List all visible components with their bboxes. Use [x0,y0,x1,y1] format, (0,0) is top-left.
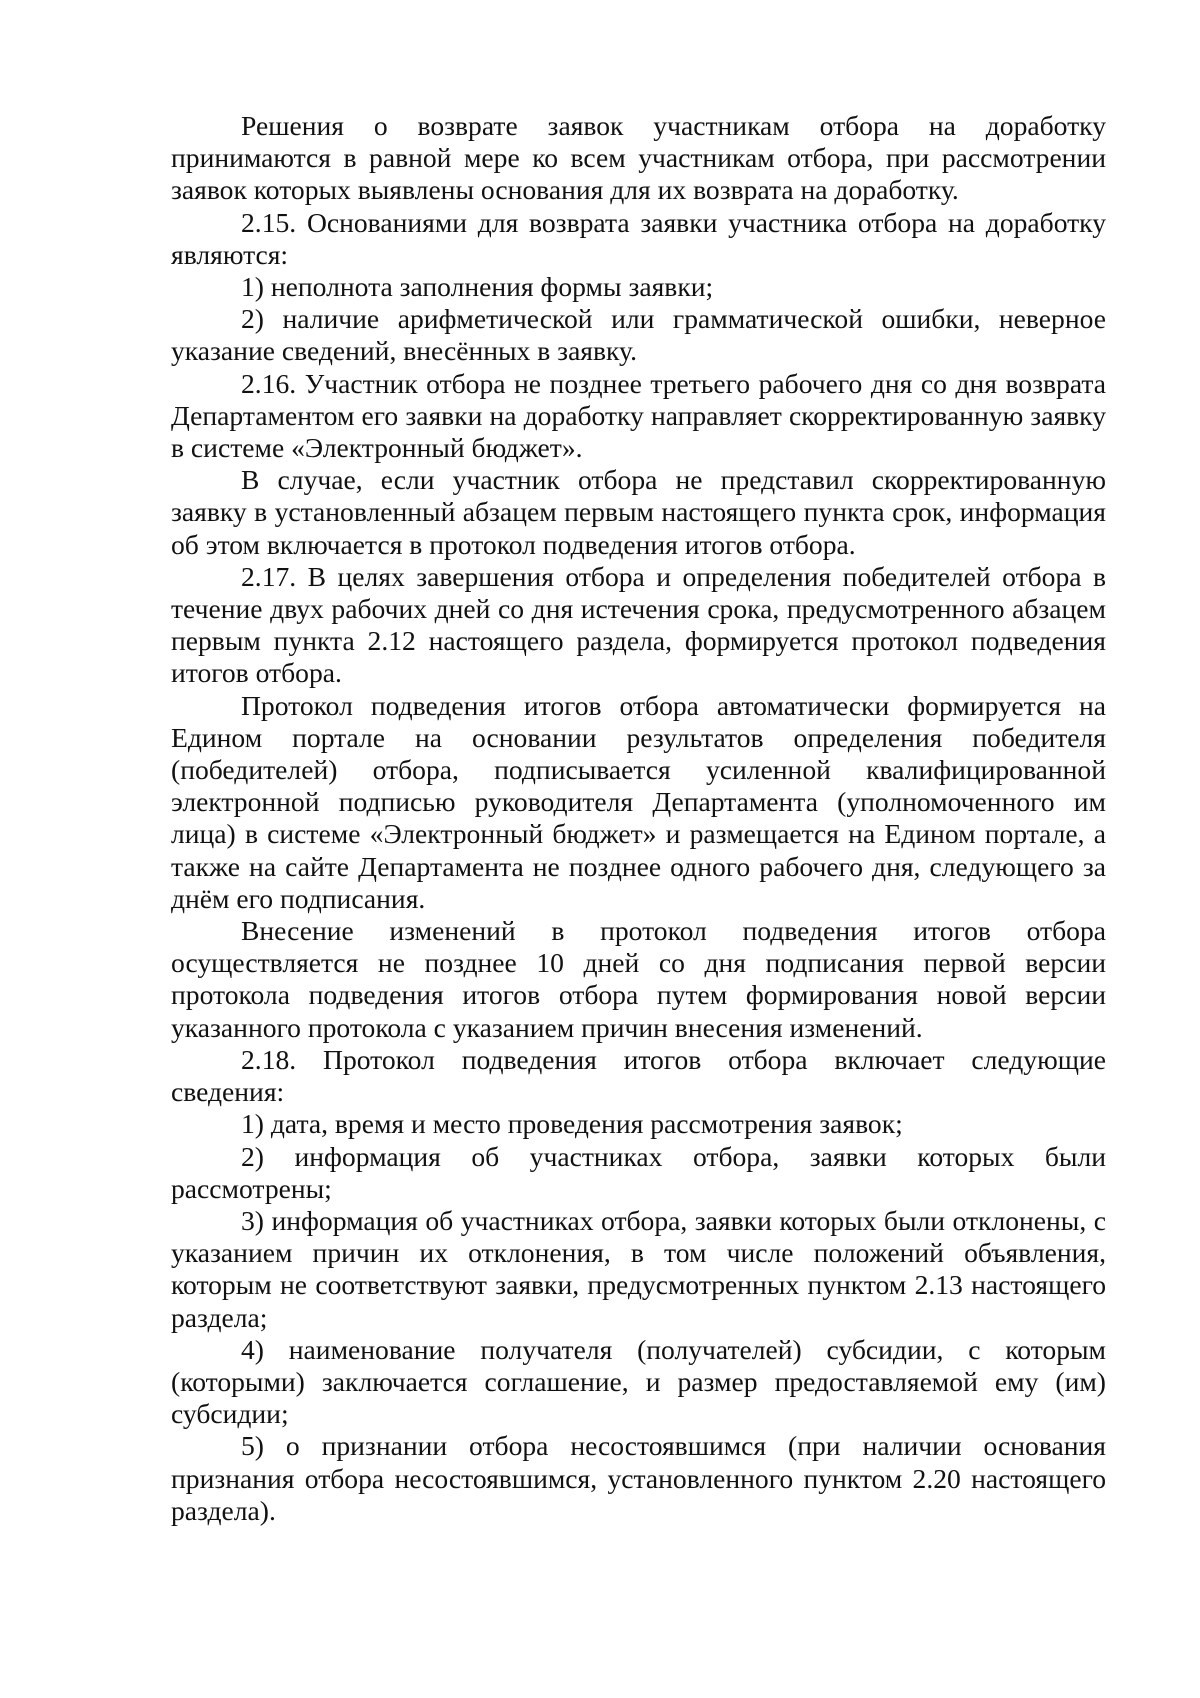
list-item-2-15-1: 1) неполнота заполнения формы заявки; [241,271,714,303]
list-item-2-18-3: 3) информация об участниках отбора, заявки которых были отклонены, с указанием причин их отклонения, в том числе положений объявления, которым не соответствуют заявки, предусмотренных пунктом 2.13 настоящего раздела; [171,1204,1106,1333]
paragraph-2-16-not-submitted: В случае, если участник отбора не представил скорректированную заявку в установленный абзацем первым настоящего пункта срок, информация об этом включается в протокол подведения итогов отбора. [171,464,1106,560]
paragraph-return-decisions: Решения о возврате заявок участникам отбора на доработку принимаются в равной мере ко всем участникам отбора, при рассмотрении заявок которых выявлены основания для их возврата на доработку. [171,110,1106,206]
paragraph-2-15: 2.15. Основаниями для возврата заявки участника отбора на доработку являются: [171,206,1106,270]
list-item-2-15-2: 2) наличие арифметической или грамматической ошибки, неверное указание сведений, внесённых в заявку. [171,303,1106,367]
paragraph-2-17: 2.17. В целях завершения отбора и определения победителей отбора в течение двух рабочих дней со дня истечения срока, предусмотренного абзацем первым пункта 2.12 настоящего раздела, формируется протокол подведения итогов отбора. [171,560,1106,689]
list-item-2-18-4: 4) наименование получателя (получателей) субсидии, с которым (которыми) заключается соглашение, и размер предоставляемой ему (им) субсидии; [171,1333,1106,1430]
document-page [171,110,1106,1527]
list-item-2-18-1: 1) дата, время и место проведения рассмотрения заявок; [241,1108,903,1140]
list-item-2-18-5: 5) о признании отбора несостоявшимся (при наличии основания признания отбора несостоявшимся, установленного пунктом 2.20 настоящего раздела). [171,1430,1106,1526]
paragraph-2-18: 2.18. Протокол подведения итогов отбора включает следующие сведения: [171,1043,1106,1108]
paragraph-protocol-formation: Протокол подведения итогов отбора автоматически формируется на Едином портале на основании результатов определения победителя (победителей) отбора, подписывается усиленной квалифицированной электронной подписью руководителя Департамента (уполномоченного им лица) в системе «Электронный бюджет» и размещается на Едином портале, а также на сайте Департамента не позднее одного рабочего дня, следующего за днём его подписания. [171,689,1106,914]
paragraph-2-16: 2.16. Участник отбора не позднее третьего рабочего дня со дня возврата Департаментом его заявки на доработку направляет скорректированную заявку в системе «Электронный бюджет». [171,367,1106,464]
paragraph-protocol-changes: Внесение изменений в протокол подведения итогов отбора осуществляется не позднее 10 дней со дня подписания первой версии протокола подведения итогов отбора путем формирования новой версии указанного протокола с указанием причин внесения изменений. [171,915,1106,1043]
list-item-2-18-2: 2) информация об участниках отбора, заявки которых были рассмотрены; [171,1140,1106,1204]
